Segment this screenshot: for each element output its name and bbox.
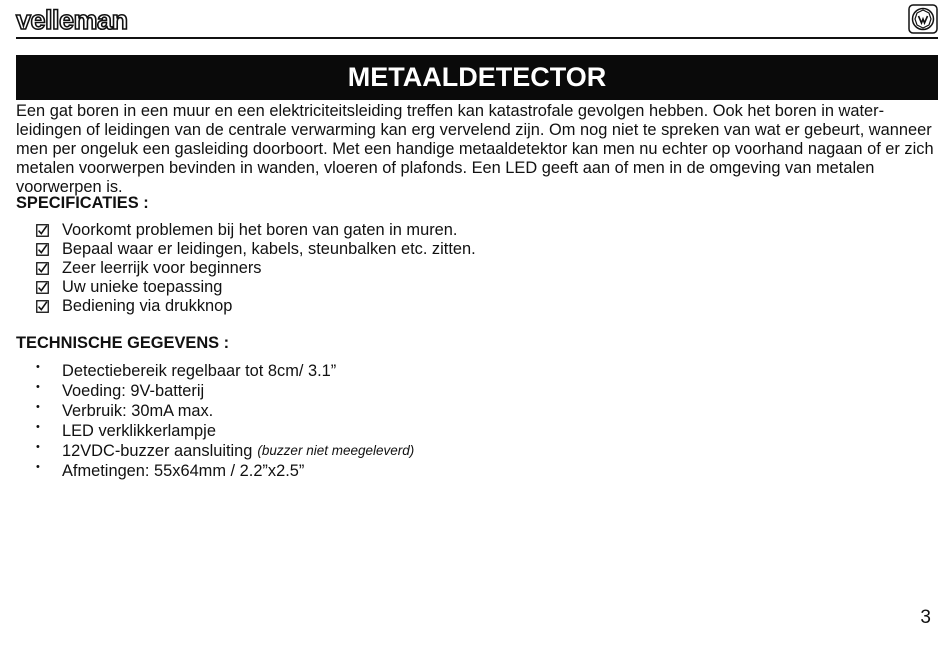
page-header <box>16 4 938 40</box>
bullet-icon: • <box>36 441 40 453</box>
checkbox-checked-icon <box>36 262 49 275</box>
tech-item <box>36 441 414 461</box>
intro-paragraph: Een gat boren in een muur en een elektriciteitsleiding treffen kan katastrofale gevolgen hebben. Ook het boren in water-leidingen of leidingen van de centrale verwarming kan erg vervelend zijn. Om nog niet te spreken van wat er gebeurt, wanneer men per ongeluk een gasleiding doorboort. Met een handige metaaldetektor kan men nu echter op voorhand nagaan of er zich metalen voorwerpen bevinden in wanden, vloeren of plafonds. Een LED geeft aan of men in de omgeving van metalen voorwerpen is. <box>16 102 934 196</box>
specs-list <box>36 221 476 316</box>
tech-item-text: Verbruik: 30mA max. <box>62 402 214 420</box>
spec-item-text: Zeer leerrijk voor beginners <box>62 259 262 277</box>
bullet-icon: • <box>36 381 40 393</box>
tech-item <box>36 361 414 381</box>
tech-item-text: Voeding: 9V-batterij <box>62 382 205 400</box>
tech-heading: TECHNISCHE GEGEVENS : <box>16 334 230 352</box>
bullet-icon: • <box>36 421 40 433</box>
spec-item-text: Voorkomt problemen bij het boren van gaten in muren. <box>62 221 458 239</box>
page-number: 3 <box>920 607 931 628</box>
spec-item <box>36 297 476 316</box>
velleman-emblem-icon <box>908 4 938 34</box>
tech-item <box>36 421 414 441</box>
tech-item-text: Detectiebereik regelbaar tot 8cm/ 3.1” <box>62 362 337 380</box>
checkbox-checked-icon <box>36 224 49 237</box>
tech-item-note: (buzzer niet meegeleverd) <box>257 443 415 458</box>
checkbox-checked-icon <box>36 300 49 313</box>
bullet-icon: • <box>36 461 40 473</box>
spec-item <box>36 278 476 297</box>
spec-item-text: Uw unieke toepassing <box>62 278 223 296</box>
spec-item-text: Bediening via drukknop <box>62 297 233 315</box>
tech-item-text: LED verklikkerlampje <box>62 422 216 440</box>
spec-item <box>36 221 476 240</box>
spec-item <box>36 240 476 259</box>
tech-item-text: 12VDC-buzzer aansluiting <box>62 442 253 460</box>
tech-list <box>36 361 414 481</box>
header-rule <box>16 37 938 39</box>
tech-item <box>36 381 414 401</box>
checkbox-checked-icon <box>36 281 49 294</box>
page-title: METAALDETECTOR <box>16 55 938 100</box>
spec-item <box>36 259 476 278</box>
spec-item-text: Bepaal waar er leidingen, kabels, steunbalken etc. zitten. <box>62 240 476 258</box>
bullet-icon: • <box>36 401 40 413</box>
checkbox-checked-icon <box>36 243 49 256</box>
tech-item <box>36 401 414 421</box>
tech-item-text: Afmetingen: 55x64mm / 2.2”x2.5” <box>62 462 305 480</box>
tech-item <box>36 461 414 481</box>
velleman-logo: velleman <box>16 5 128 35</box>
bullet-icon: • <box>36 361 40 373</box>
specs-heading: SPECIFICATIES : <box>16 194 149 212</box>
